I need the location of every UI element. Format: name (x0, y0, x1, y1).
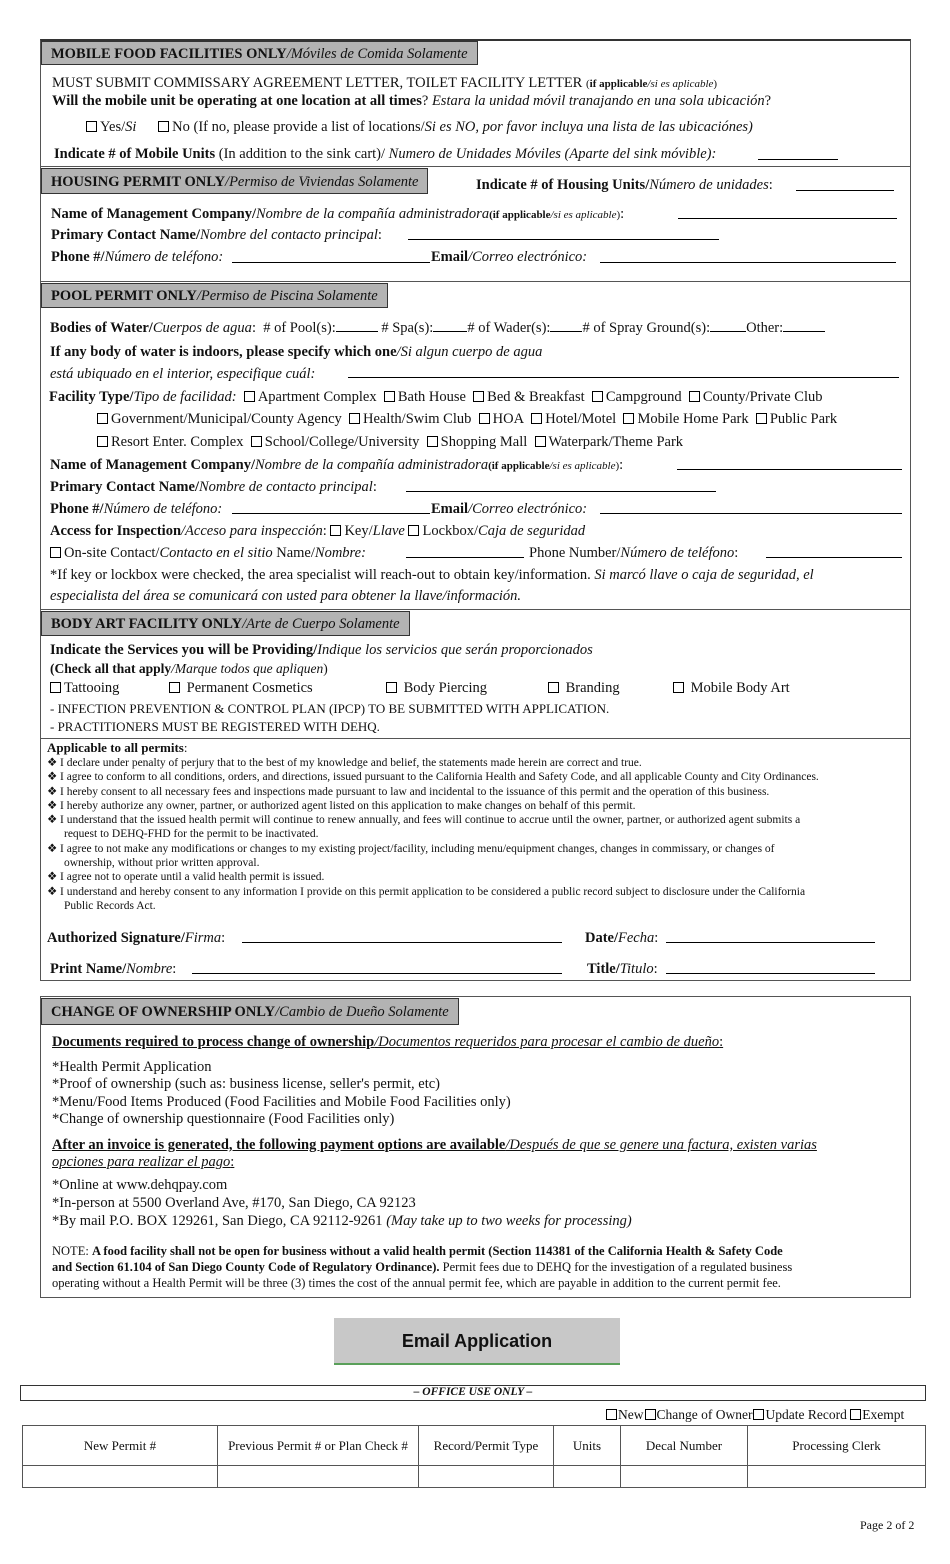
mobile-units: Indicate # of Mobile Units (In addition to the sink cart)/ Numero de Unidades Móviles (Aparte del sink móvible): (54, 146, 717, 162)
mobile-home-park-checkbox[interactable] (623, 413, 634, 424)
office-col-new-permit: New Permit # (23, 1426, 218, 1466)
ownership-note-3: operating without a Health Permit will be three (3) times the cost of the annual permit fee, which are payable in addition to the current permit fee. (52, 1276, 781, 1290)
pool-bodies: Bodies of Water/Cuerpos de agua: # of Pool(s): # Spa(s): # of Wader(s): # of Spray Ground(s): Other: (50, 319, 825, 337)
public-park-checkbox[interactable] (756, 413, 767, 424)
date-label: Date/Fecha: (585, 930, 659, 946)
pool-mgmt-field[interactable] (677, 469, 902, 470)
pool-note-2: especialista del área se comunicará con usted para obtener la llave/información. (50, 588, 522, 604)
office-cell-record-type[interactable] (419, 1466, 554, 1488)
office-cell-previous-permit[interactable] (218, 1466, 419, 1488)
applicable-item: ❖ I hereby consent to all necessary fees and inspections made pursuant to law and incidental to the issuance of this permit and the operation of this business. (47, 786, 770, 798)
pool-email-label: Email/Correo electrónico: (431, 501, 588, 517)
housing-contact-field[interactable] (408, 239, 719, 240)
mobile-operating-question: Will the mobile unit be operating at one location at all times? Estara la unidad móvil tranajando en una sola ubicación? (52, 93, 772, 109)
body-art-service-piercing: Body Piercing (386, 679, 487, 697)
body-art-service-branding: Branding (548, 679, 620, 697)
ownership-note-2: and Section 61.104 of San Diego County Code of Regulatory Ordinance). Permit fees due to DEHQ for the investigation of a regulated business (52, 1260, 793, 1274)
office-cell-units[interactable] (554, 1466, 621, 1488)
body-art-header: BODY ART FACILITY ONLY/Arte de Cuerpo Solamente (41, 611, 410, 636)
shopping-mall-checkbox[interactable] (427, 436, 438, 447)
office-exempt-checkbox[interactable] (850, 1409, 861, 1420)
pool-phone-field[interactable] (232, 513, 430, 514)
office-col-clerk: Processing Clerk (748, 1426, 926, 1466)
office-cell-clerk[interactable] (748, 1466, 926, 1488)
body-piercing-checkbox[interactable] (386, 682, 397, 693)
body-art-service-tattoo: Tattooing (50, 679, 119, 697)
body-art-services-label: Indicate the Services you will be Providing/Indique los servicios que serán proporcionados (50, 642, 593, 658)
pool-email-field[interactable] (600, 513, 902, 514)
mobile-body-art-checkbox[interactable] (673, 682, 684, 693)
county-private-club-checkbox[interactable] (689, 391, 700, 402)
body-art-note-2: - PRACTITIONERS MUST BE REGISTERED WITH DEHQ. (50, 719, 380, 734)
ownership-pay-label-2: opciones para realizar el pago: (52, 1154, 235, 1170)
onsite-name-field[interactable] (406, 557, 524, 558)
body-art-service-cosmetics: Permanent Cosmetics (169, 679, 313, 697)
office-title: – OFFICE USE ONLY – (413, 1386, 533, 1398)
housing-phone-label: Phone #/Número de teléfono: (51, 249, 224, 265)
apartment-complex-checkbox[interactable] (244, 391, 255, 402)
pool-contact-label: Primary Contact Name/Nombre de contacto principal: (50, 479, 377, 495)
pool-onsite: On-site Contact/Contacto en el sitio Name/Nombre: (50, 544, 366, 562)
permanent-cosmetics-checkbox[interactable] (169, 682, 180, 693)
office-table (22, 1425, 926, 1488)
office-col-units: Units (554, 1426, 621, 1466)
applicable-item: ❖ I understand and hereby consent to any information I provide on this permit application to be considered a public record subject to disclosure under the California (47, 886, 806, 898)
mobile-yes-checkbox[interactable] (86, 121, 97, 132)
applicable-item-cont: request to DEHQ-FHD for the permit to be inactivated. (64, 828, 319, 840)
onsite-phone-field[interactable] (766, 557, 902, 558)
pool-indoor-label-2: está ubiquado en el interior, especifique cuál: (50, 366, 316, 382)
print-name-label: Print Name/Nombre: (50, 961, 177, 977)
pool-facility-type-row3: Resort Enter. Complex School/College/University Shopping Mall Waterpark/Theme Park (97, 433, 683, 451)
bath-house-checkbox[interactable] (384, 391, 395, 402)
pool-mgmt-label: Name of Management Company/Nombre de la compañía administradora(if applicable/si es aplicable): (50, 457, 624, 473)
office-update-record-checkbox[interactable] (753, 1409, 764, 1420)
ownership-header: CHANGE OF OWNERSHIP ONLY/Cambio de Dueño Solamente (41, 998, 459, 1025)
mobile-header: MOBILE FOOD FACILITIES ONLY/Móviles de Comida Solamente (41, 41, 478, 65)
office-col-record-type: Record/Permit Type (419, 1426, 554, 1466)
mobile-no-checkbox[interactable] (158, 121, 169, 132)
pool-header: POOL PERMIT ONLY/Permiso de Piscina Solamente (41, 283, 388, 308)
school-checkbox[interactable] (251, 436, 262, 447)
health-swim-club-checkbox[interactable] (349, 413, 360, 424)
office-options: New Change of Owner Update Record Exempt (606, 1406, 904, 1424)
mobile-units-field[interactable] (758, 159, 838, 160)
ownership-doc: *Change of ownership questionnaire (Food Facilities only) (52, 1111, 395, 1127)
key-checkbox[interactable] (330, 525, 341, 536)
title-field[interactable] (666, 973, 875, 974)
hoa-checkbox[interactable] (479, 413, 490, 424)
body-art-note-1: - INFECTION PREVENTION & CONTROL PLAN (IPCP) TO BE SUBMITTED WITH APPLICATION. (50, 701, 610, 716)
office-cell-new-permit[interactable] (23, 1466, 218, 1488)
housing-header: HOUSING PERMIT ONLY/Permiso de Viviendas Solamente (41, 168, 428, 194)
applicable-item: ❖ I agree to conform to all conditions, orders, and directions, issued pursuant to the California Health and Safety Code, and all applicable County and City Ordinances. (47, 771, 819, 783)
ownership-note-1: NOTE: A food facility shall not be open for business without a valid health permit (Section 114381 of the California Health & Safety Code (52, 1244, 783, 1258)
government-agency-checkbox[interactable] (97, 413, 108, 424)
email-application-button[interactable]: Email Application (334, 1318, 620, 1365)
applicable-item: ❖ I declare under penalty of perjury that to the best of my knowledge and belief, the statements made herein are correct and true. (47, 757, 642, 769)
applicable-item-cont: Public Records Act. (64, 900, 156, 912)
ownership-doc: *Proof of ownership (such as: business license, seller's permit, etc) (52, 1076, 440, 1092)
page-number: Page 2 of 2 (860, 1518, 915, 1532)
onsite-contact-checkbox[interactable] (50, 547, 61, 558)
applicable-item-cont: ownership, without prior written approval. (64, 857, 260, 869)
body-art-check-all: (Check all that apply/Marque todos que apliquen) (50, 661, 328, 676)
ownership-pay-option: *Online at www.dehqpay.com (52, 1177, 228, 1193)
ownership-pay-label: After an invoice is generated, the following payment options are available/Después de que se genere una factura, existen varias (52, 1137, 817, 1153)
body-art-service-mobile: Mobile Body Art (673, 679, 790, 697)
lockbox-checkbox[interactable] (408, 525, 419, 536)
tattooing-checkbox[interactable] (50, 682, 61, 693)
housing-contact-label: Primary Contact Name/Nombre del contacto principal: (51, 227, 382, 243)
housing-phone-field[interactable] (232, 262, 430, 263)
pool-facility-type-row1: Facility Type/Tipo de facilidad: Apartment Complex Bath House Bed & Breakfast Campground County/Private Club (49, 389, 823, 405)
office-new-checkbox[interactable] (606, 1409, 617, 1420)
pool-onsite-phone-label: Phone Number/Número de teléfono: (529, 545, 739, 561)
office-col-previous-permit: Previous Permit # or Plan Check # (218, 1426, 419, 1466)
campground-checkbox[interactable] (592, 391, 603, 402)
ownership-doc: *Health Permit Application (52, 1059, 212, 1075)
pool-indoor-label: If any body of water is indoors, please specify which one/Si algun cuerpo de agua (50, 344, 543, 360)
hotel-motel-checkbox[interactable] (531, 413, 542, 424)
applicable-item: ❖ I hereby authorize any owner, partner, or authorized agent listed on this application to make changes on behalf of this permit. (47, 800, 636, 812)
signature-label: Authorized Signature/Firma: (47, 930, 226, 946)
mobile-must-submit: MUST SUBMIT COMMISSARY AGREEMENT LETTER, TOILET FACILITY LETTER (if applicable/si es aplicable) (52, 75, 718, 91)
ownership-pay-option: *By mail P.O. BOX 129261, San Diego, CA 92112-9261 (May take up to two weeks for processing) (52, 1213, 632, 1229)
pool-access: Access for Inspection/Acceso para inspección: Key/Llave Lockbox/Caja de seguridad (50, 523, 586, 539)
signature-field[interactable] (242, 942, 562, 943)
applicable-item: ❖ I understand that the issued health permit will continue to renew annually, and fees will continue to accrue until the owner, partner, or authorized agent submits a (47, 814, 801, 826)
ownership-docs-label: Documents required to process change of ownership/Documentos requeridos para procesar el cambio de dueño: (52, 1034, 724, 1050)
housing-email-field[interactable] (600, 262, 896, 263)
applicable-title: Applicable to all permits: (47, 740, 188, 755)
bed-breakfast-checkbox[interactable] (473, 391, 484, 402)
pool-phone-label: Phone #/Número de teléfono: (50, 501, 223, 517)
ownership-pay-option: *In-person at 5500 Overland Ave, #170, San Diego, CA 92123 (52, 1195, 416, 1211)
date-field[interactable] (666, 942, 875, 943)
ownership-doc: *Menu/Food Items Produced (Food Facilities and Mobile Food Facilities only) (52, 1094, 511, 1110)
applicable-item: ❖ I agree to not make any modifications or changes to my existing project/facility, including menu/equipment changes, changes in commissary, or changes of (47, 843, 775, 855)
office-change-owner-checkbox[interactable] (645, 1409, 656, 1420)
pool-contact-field[interactable] (406, 491, 716, 492)
pool-indoor-field[interactable] (348, 377, 899, 378)
housing-units-field[interactable] (796, 190, 894, 191)
waterpark-checkbox[interactable] (535, 436, 546, 447)
housing-email-label: Email/Correo electrónico: (431, 249, 588, 265)
housing-units-label: Indicate # of Housing Units/Número de unidades: (476, 177, 773, 193)
housing-mgmt-field[interactable] (678, 218, 897, 219)
housing-mgmt-label: Name of Management Company/Nombre de la compañía administradora(if applicable/si es aplicable): (51, 206, 625, 222)
pool-facility-type-row2: Government/Municipal/County Agency Health/Swim Club HOA Hotel/Motel Mobile Home Park Public Park (97, 410, 837, 428)
branding-checkbox[interactable] (548, 682, 559, 693)
office-col-decal: Decal Number (621, 1426, 748, 1466)
print-name-field[interactable] (192, 973, 562, 974)
resort-complex-checkbox[interactable] (97, 436, 108, 447)
pool-note-1: *If key or lockbox were checked, the area specialist will reach-out to obtain key/information. Si marcó llave o caja de seguridad, el (50, 567, 814, 583)
title-label: Title/Titulo: (587, 961, 658, 977)
applicable-item: ❖ I agree not to operate until a valid health permit is issued. (47, 871, 325, 883)
mobile-yes-no: Yes/Si No (If no, please provide a list of locations/Si es NO, por favor incluya una lista de las ubicaciónes) (86, 118, 753, 136)
office-cell-decal[interactable] (621, 1466, 748, 1488)
